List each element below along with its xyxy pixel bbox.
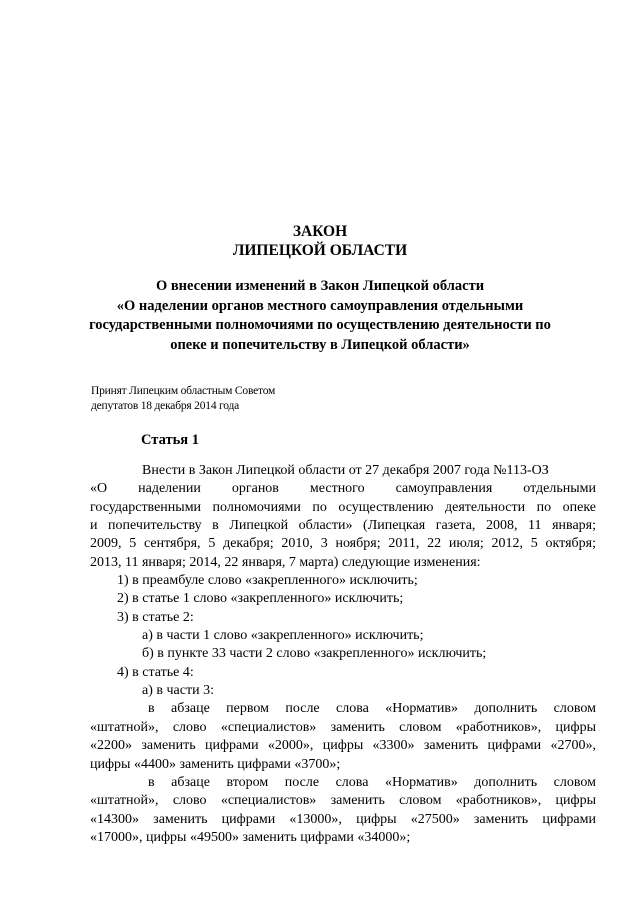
body-line: государственными полномочиями по осуществлению деятельности по опеке xyxy=(90,499,596,515)
law-title: ЗАКОН xyxy=(292,223,348,240)
body-line: «штатной», слово «специалистов» заменить словом «работников», цифры xyxy=(90,793,596,809)
body-line: 2009, 5 сентября, 5 декабря; 2010, 3 ноября; 2011, 22 июля; 2012, 5 октября; xyxy=(90,536,596,552)
body-line: и попечительству в Липецкой области» (Липецкая газета, 2008, 11 января; xyxy=(90,518,596,534)
subtitle-line: опеке и попечительству в Липецкой области» xyxy=(170,336,470,353)
adoption-line: депутатов 18 декабря 2014 года xyxy=(91,400,240,412)
list-item: 1) в преамбуле слово «закрепленного» исключить; xyxy=(117,573,418,589)
body-line: в абзаце первом после слова «Норматив» дополнить словом xyxy=(148,701,596,717)
subtitle-line: «О наделении органов местного самоуправления отдельными xyxy=(116,297,524,314)
body-line: Внести в Закон Липецкой области от 27 декабря 2007 года №113-ОЗ xyxy=(142,463,549,478)
law-region: ЛИПЕЦКОЙ ОБЛАСТИ xyxy=(232,242,408,259)
adoption-line: Принят Липецким областным Советом xyxy=(91,385,276,397)
body-line: «2200» заменить цифрами «2000», цифры «3300» заменить цифрами «2700», xyxy=(90,738,596,754)
list-item: 3) в статье 2: xyxy=(117,609,194,625)
sub-list-item: а) в части 1 слово «закрепленного» исключить; xyxy=(142,628,424,644)
body-line: цифры «4400» заменить цифрами «3700»; xyxy=(90,756,341,772)
body-line: «штатной», слово «специалистов» заменить словом «работников», цифры xyxy=(90,719,596,735)
subtitle-line: государственными полномочиями по осуществлению деятельности по xyxy=(89,317,551,333)
body-line: «17000», цифры «49500» заменить цифрами «34000»; xyxy=(90,829,411,845)
article-heading: Статья 1 xyxy=(141,432,199,448)
body-line: в абзаце втором после слова «Норматив» дополнить словом xyxy=(148,774,596,790)
adoption-note xyxy=(91,384,275,414)
subtitle-line: О внесении изменений в Закон Липецкой области xyxy=(155,278,485,294)
sub-list-item: б) в пункте 33 части 2 слово «закрепленного» исключить; xyxy=(142,646,487,662)
body-line: «О наделении органов местного самоуправления отдельными xyxy=(90,481,596,497)
article-body xyxy=(90,462,596,847)
sub-list-item: а) в части 3: xyxy=(142,683,214,699)
law-subtitle xyxy=(80,277,560,355)
list-item: 2) в статье 1 слово «закрепленного» исключить; xyxy=(117,591,404,607)
body-line: 2013, 11 января; 2014, 22 января, 7 марта) следующие изменения: xyxy=(90,554,481,570)
body-line: «14300» заменить цифрами «13000», цифры «27500» заменить цифрами xyxy=(90,811,596,827)
list-item: 4) в статье 4: xyxy=(117,664,194,680)
